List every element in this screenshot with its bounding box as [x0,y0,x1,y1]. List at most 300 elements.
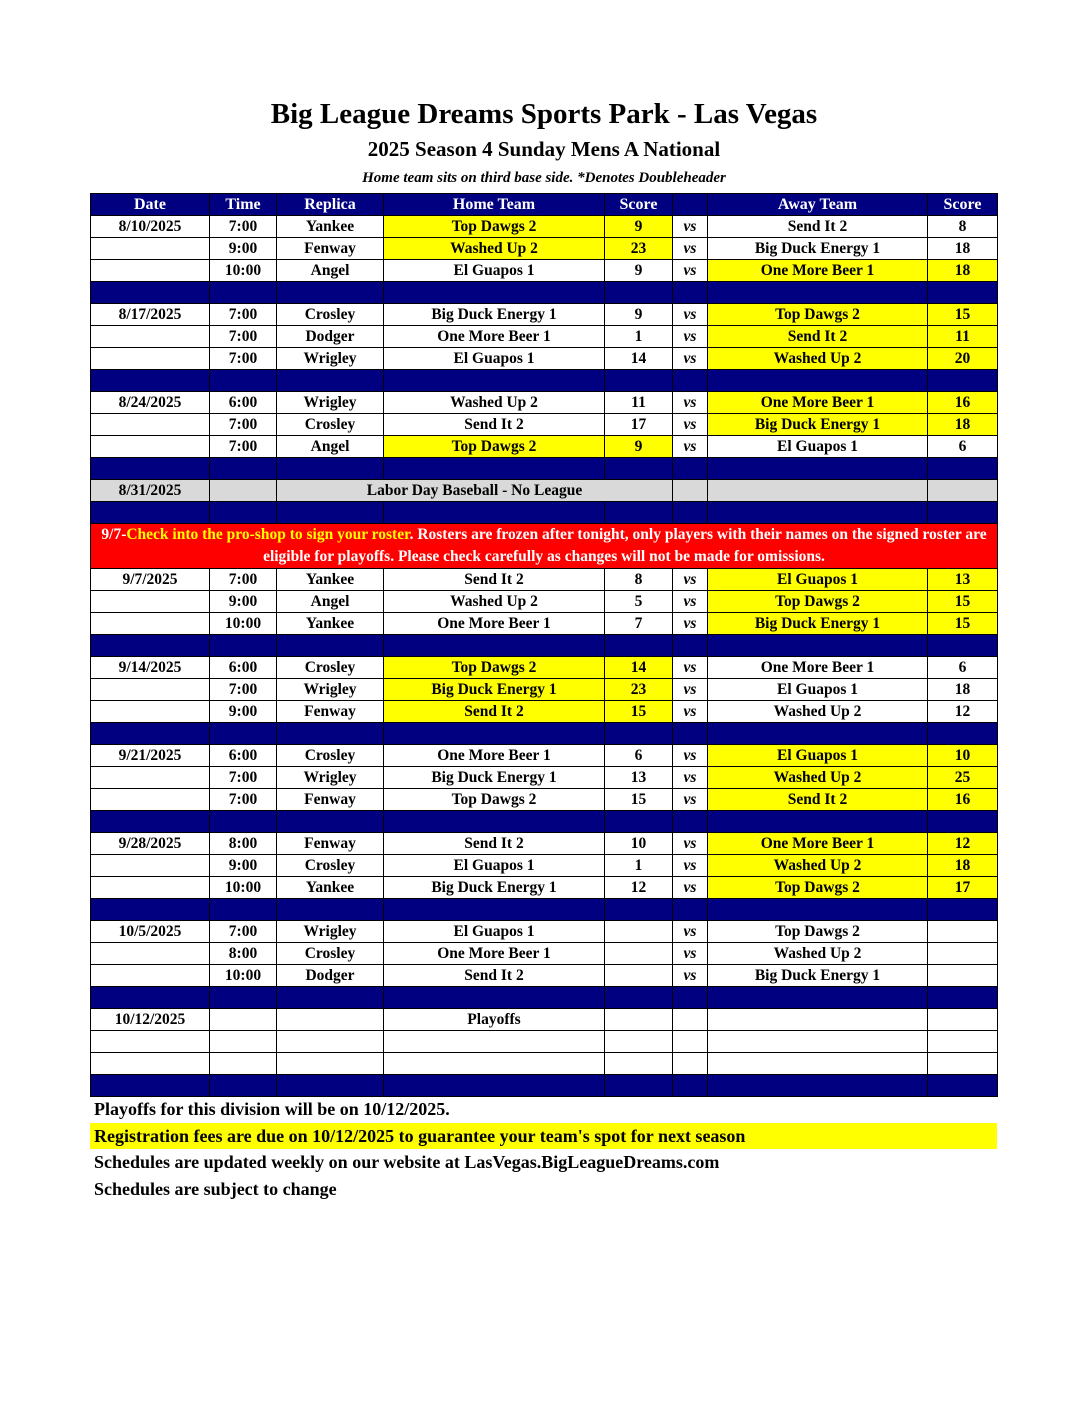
home-team-cell: Top Dawgs 2 [384,436,605,458]
field-cell: Fenway [277,789,384,811]
separator-cell [91,458,210,480]
home-score-cell: 13 [605,767,673,789]
separator-cell [928,723,998,745]
notice-date: 9/7- [101,526,127,543]
vs-cell: vs [673,833,708,855]
separator-row [91,282,998,304]
home-team-cell: Top Dawgs 2 [384,789,605,811]
separator-cell [605,811,673,833]
game-row [91,392,998,414]
away-score-cell [928,1053,998,1075]
game-row [91,613,998,635]
date-cell [91,260,210,282]
field-cell: Crosley [277,414,384,436]
time-cell: 6:00 [210,392,277,414]
away-score-cell [928,480,998,502]
playoffs-note: Playoffs for this division will be on 10/12/2025. [94,1099,450,1119]
home-team-cell: One More Beer 1 [384,943,605,965]
time-cell: 10:00 [210,260,277,282]
field-cell: Angel [277,436,384,458]
away-team-cell: Top Dawgs 2 [708,304,928,326]
time-cell: 7:00 [210,789,277,811]
away-team-cell: El Guapos 1 [708,745,928,767]
separator-cell [210,723,277,745]
holiday-text: Labor Day Baseball - No League [277,480,673,502]
away-team-cell: El Guapos 1 [708,679,928,701]
separator-cell [708,458,928,480]
separator-cell [708,370,928,392]
separator-cell [928,370,998,392]
separator-cell [605,370,673,392]
separator-cell [91,1075,210,1097]
vs-cell: vs [673,679,708,701]
home-score-cell: 14 [605,657,673,679]
field-cell: Yankee [277,569,384,591]
away-score-cell: 17 [928,877,998,899]
time-cell: 7:00 [210,921,277,943]
separator-cell [384,635,605,657]
home-team-cell: Washed Up 2 [384,238,605,260]
game-row [91,591,998,613]
separator-cell [605,987,673,1009]
away-score-cell [928,943,998,965]
home-team-cell: One More Beer 1 [384,613,605,635]
time-cell: 9:00 [210,701,277,723]
vs-cell [673,480,708,502]
away-score-cell: 16 [928,392,998,414]
away-score-cell: 20 [928,348,998,370]
separator-cell [708,987,928,1009]
playoff-row [91,1053,998,1075]
date-cell [91,591,210,613]
date-cell [91,326,210,348]
page-title: Big League Dreams Sports Park - Las Vegas [270,98,818,130]
separator-cell [91,899,210,921]
away-team-cell: Big Duck Energy 1 [708,965,928,987]
field-cell: Crosley [277,943,384,965]
game-row [91,833,998,855]
home-score-cell [605,921,673,943]
separator-cell [91,723,210,745]
separator-cell [277,282,384,304]
away-score-cell: 18 [928,414,998,436]
away-team-cell [708,1053,928,1075]
home-team-cell: El Guapos 1 [384,260,605,282]
game-row [91,921,998,943]
separator-cell [605,458,673,480]
separator-cell [384,370,605,392]
time-cell: 6:00 [210,745,277,767]
separator-cell [210,987,277,1009]
away-score-cell: 12 [928,701,998,723]
notice-row [91,524,998,569]
vs-cell: vs [673,877,708,899]
home-team-cell [384,1031,605,1053]
home-score-cell: 23 [605,238,673,260]
date-cell [91,414,210,436]
game-row [91,679,998,701]
separator-cell [277,723,384,745]
date-cell [91,965,210,987]
separator-cell [605,1075,673,1097]
date-cell [91,877,210,899]
away-team-cell: One More Beer 1 [708,657,928,679]
time-cell: 7:00 [210,679,277,701]
home-score-cell [605,1053,673,1075]
game-row [91,238,998,260]
vs-cell: vs [673,216,708,238]
away-team-cell: Washed Up 2 [708,348,928,370]
separator-cell [708,635,928,657]
home-team-cell: Big Duck Energy 1 [384,767,605,789]
away-team-cell: Send It 2 [708,216,928,238]
away-team-cell: One More Beer 1 [708,260,928,282]
home-score-cell: 5 [605,591,673,613]
home-score-cell: 1 [605,326,673,348]
separator-cell [91,811,210,833]
time-cell: 9:00 [210,855,277,877]
game-row [91,348,998,370]
separator-cell [605,899,673,921]
away-team-cell: One More Beer 1 [708,392,928,414]
separator-cell [673,811,708,833]
separator-cell [210,1075,277,1097]
separator-cell [277,811,384,833]
field-cell: Yankee [277,613,384,635]
home-score-cell [605,1031,673,1053]
away-team-cell: Big Duck Energy 1 [708,613,928,635]
separator-cell [605,282,673,304]
separator-cell [605,502,673,524]
game-row [91,414,998,436]
field-cell: Wrigley [277,767,384,789]
vs-cell: vs [673,745,708,767]
home-team-cell: Send It 2 [384,701,605,723]
separator-cell [708,811,928,833]
vs-cell [673,1009,708,1031]
separator-cell [91,370,210,392]
home-score-cell [605,965,673,987]
away-score-cell: 11 [928,326,998,348]
separator-cell [928,502,998,524]
game-row [91,436,998,458]
field-cell [277,1009,384,1031]
vs-cell: vs [673,238,708,260]
home-score-cell: 15 [605,789,673,811]
separator-row [91,458,998,480]
home-score-cell: 14 [605,348,673,370]
time-cell: 6:00 [210,657,277,679]
home-team-cell: Playoffs [384,1009,605,1031]
separator-cell [384,458,605,480]
field-cell: Fenway [277,701,384,723]
field-cell: Wrigley [277,679,384,701]
separator-cell [210,502,277,524]
col-home-team: Home Team [384,194,605,216]
away-score-cell [928,1009,998,1031]
date-cell: 8/17/2025 [91,304,210,326]
col-away-team: Away Team [708,194,928,216]
separator-cell [708,899,928,921]
col-replica: Replica [277,194,384,216]
col-date: Date [91,194,210,216]
home-team-cell: Big Duck Energy 1 [384,877,605,899]
time-cell [210,1031,277,1053]
col-vs [673,194,708,216]
home-team-cell: Top Dawgs 2 [384,216,605,238]
vs-cell: vs [673,392,708,414]
game-row [91,943,998,965]
home-team-cell: Send It 2 [384,569,605,591]
game-row [91,745,998,767]
away-team-cell: Send It 2 [708,789,928,811]
separator-cell [210,811,277,833]
time-cell [210,1053,277,1075]
time-cell: 7:00 [210,216,277,238]
separator-row [91,370,998,392]
game-row [91,326,998,348]
field-cell [277,1053,384,1075]
holiday-row [91,480,998,502]
home-team-cell: El Guapos 1 [384,348,605,370]
home-score-cell: 7 [605,613,673,635]
field-cell: Dodger [277,965,384,987]
game-row [91,657,998,679]
game-row [91,216,998,238]
vs-cell: vs [673,414,708,436]
field-cell: Crosley [277,855,384,877]
separator-cell [210,899,277,921]
separator-cell [673,987,708,1009]
home-score-cell: 8 [605,569,673,591]
away-team-cell [708,1031,928,1053]
home-team-cell: Big Duck Energy 1 [384,304,605,326]
date-cell [91,679,210,701]
time-cell: 7:00 [210,348,277,370]
away-score-cell: 18 [928,855,998,877]
time-cell [210,1009,277,1031]
away-score-cell: 6 [928,657,998,679]
separator-row [91,987,998,1009]
vs-cell: vs [673,789,708,811]
separator-cell [928,458,998,480]
field-cell: Wrigley [277,348,384,370]
vs-cell [673,1053,708,1075]
date-cell: 10/5/2025 [91,921,210,943]
game-row [91,855,998,877]
date-cell [91,855,210,877]
time-cell: 7:00 [210,767,277,789]
separator-cell [384,1075,605,1097]
separator-cell [277,502,384,524]
game-row [91,789,998,811]
vs-cell: vs [673,701,708,723]
home-score-cell: 17 [605,414,673,436]
game-row [91,569,998,591]
home-score-cell: 11 [605,392,673,414]
field-cell: Yankee [277,216,384,238]
away-team-cell: Top Dawgs 2 [708,877,928,899]
website-note: Schedules are updated weekly on our website at LasVegas.BigLeagueDreams.com [94,1152,720,1172]
registration-note: Registration fees are due on 10/12/2025 to guarantee your team's spot for next season [90,1123,997,1150]
away-team-cell: Top Dawgs 2 [708,591,928,613]
col-away-score: Score [928,194,998,216]
separator-cell [384,282,605,304]
separator-cell [708,1075,928,1097]
separator-cell [277,987,384,1009]
separator-cell [708,502,928,524]
home-team-cell: One More Beer 1 [384,326,605,348]
home-team-cell: Washed Up 2 [384,591,605,613]
separator-cell [673,723,708,745]
date-cell [91,348,210,370]
away-score-cell: 18 [928,679,998,701]
home-score-cell [605,943,673,965]
away-team-cell: One More Beer 1 [708,833,928,855]
separator-cell [673,458,708,480]
home-team-cell: Washed Up 2 [384,392,605,414]
date-cell: 9/28/2025 [91,833,210,855]
time-cell: 8:00 [210,943,277,965]
header-row [91,194,998,216]
field-cell: Fenway [277,833,384,855]
vs-cell: vs [673,943,708,965]
time-cell: 9:00 [210,238,277,260]
away-score-cell: 8 [928,216,998,238]
separator-cell [708,282,928,304]
separator-cell [210,458,277,480]
home-score-cell: 23 [605,679,673,701]
game-row [91,767,998,789]
separator-row [91,723,998,745]
away-team-cell: Washed Up 2 [708,855,928,877]
away-score-cell: 13 [928,569,998,591]
date-cell [91,701,210,723]
field-cell: Yankee [277,877,384,899]
notice-highlight: Check into the pro-shop to sign your roster [126,526,410,543]
field-cell: Fenway [277,238,384,260]
away-score-cell: 15 [928,304,998,326]
away-score-cell: 6 [928,436,998,458]
date-cell: 10/12/2025 [91,1009,210,1031]
home-team-cell: Top Dawgs 2 [384,657,605,679]
date-cell: 9/21/2025 [91,745,210,767]
game-row [91,877,998,899]
home-score-cell: 6 [605,745,673,767]
home-team-note: Home team sits on third base side. *Denotes Doubleheader [362,170,726,186]
field-cell: Crosley [277,304,384,326]
home-score-cell: 15 [605,701,673,723]
time-cell: 9:00 [210,591,277,613]
time-cell: 10:00 [210,877,277,899]
separator-cell [210,370,277,392]
away-score-cell: 18 [928,260,998,282]
date-cell [91,1031,210,1053]
field-cell: Angel [277,591,384,613]
separator-cell [928,811,998,833]
home-team-cell: One More Beer 1 [384,745,605,767]
home-score-cell: 9 [605,216,673,238]
separator-cell [384,987,605,1009]
time-cell: 8:00 [210,833,277,855]
vs-cell: vs [673,569,708,591]
field-cell: Wrigley [277,392,384,414]
date-cell [91,789,210,811]
home-team-cell: Send It 2 [384,414,605,436]
field-cell: Angel [277,260,384,282]
vs-cell: vs [673,436,708,458]
vs-cell: vs [673,657,708,679]
separator-cell [605,723,673,745]
vs-cell: vs [673,965,708,987]
date-cell [91,767,210,789]
field-cell [277,1031,384,1053]
game-row [91,965,998,987]
page-subtitle: 2025 Season 4 Sunday Mens A National [367,137,721,161]
separator-cell [277,635,384,657]
col-time: Time [210,194,277,216]
separator-cell [210,635,277,657]
date-cell: 8/31/2025 [91,480,210,502]
separator-cell [384,723,605,745]
separator-cell [928,282,998,304]
separator-row [91,811,998,833]
separator-cell [673,502,708,524]
home-team-cell: El Guapos 1 [384,921,605,943]
separator-cell [384,502,605,524]
separator-cell [384,811,605,833]
away-team-cell: El Guapos 1 [708,436,928,458]
away-team-cell: El Guapos 1 [708,569,928,591]
away-team-cell: Washed Up 2 [708,943,928,965]
vs-cell: vs [673,591,708,613]
game-row [91,304,998,326]
vs-cell: vs [673,260,708,282]
time-cell: 10:00 [210,613,277,635]
notice-text: . Rosters are frozen after tonight, only players with their names on the signed roster are eligible for playoffs. Please check carefully as changes will not be made for omissions. [263,526,987,565]
away-score-cell [928,921,998,943]
separator-row [91,899,998,921]
time-cell: 7:00 [210,304,277,326]
time-cell: 10:00 [210,965,277,987]
field-cell: Wrigley [277,921,384,943]
field-cell: Crosley [277,745,384,767]
date-cell [91,613,210,635]
away-score-cell: 16 [928,789,998,811]
date-cell: 8/10/2025 [91,216,210,238]
separator-cell [928,635,998,657]
playoff-row [91,1009,998,1031]
separator-row [91,1075,998,1097]
separator-cell [91,502,210,524]
home-team-cell: Big Duck Energy 1 [384,679,605,701]
away-score-cell: 18 [928,238,998,260]
separator-cell [673,635,708,657]
away-score-cell: 12 [928,833,998,855]
date-cell: 9/7/2025 [91,569,210,591]
separator-cell [673,899,708,921]
playoff-row [91,1031,998,1053]
game-row [91,701,998,723]
home-score-cell: 9 [605,436,673,458]
vs-cell: vs [673,326,708,348]
separator-cell [277,899,384,921]
home-score-cell: 9 [605,260,673,282]
separator-cell [673,1075,708,1097]
away-team-cell: Big Duck Energy 1 [708,238,928,260]
time-cell [210,480,277,502]
separator-cell [928,899,998,921]
